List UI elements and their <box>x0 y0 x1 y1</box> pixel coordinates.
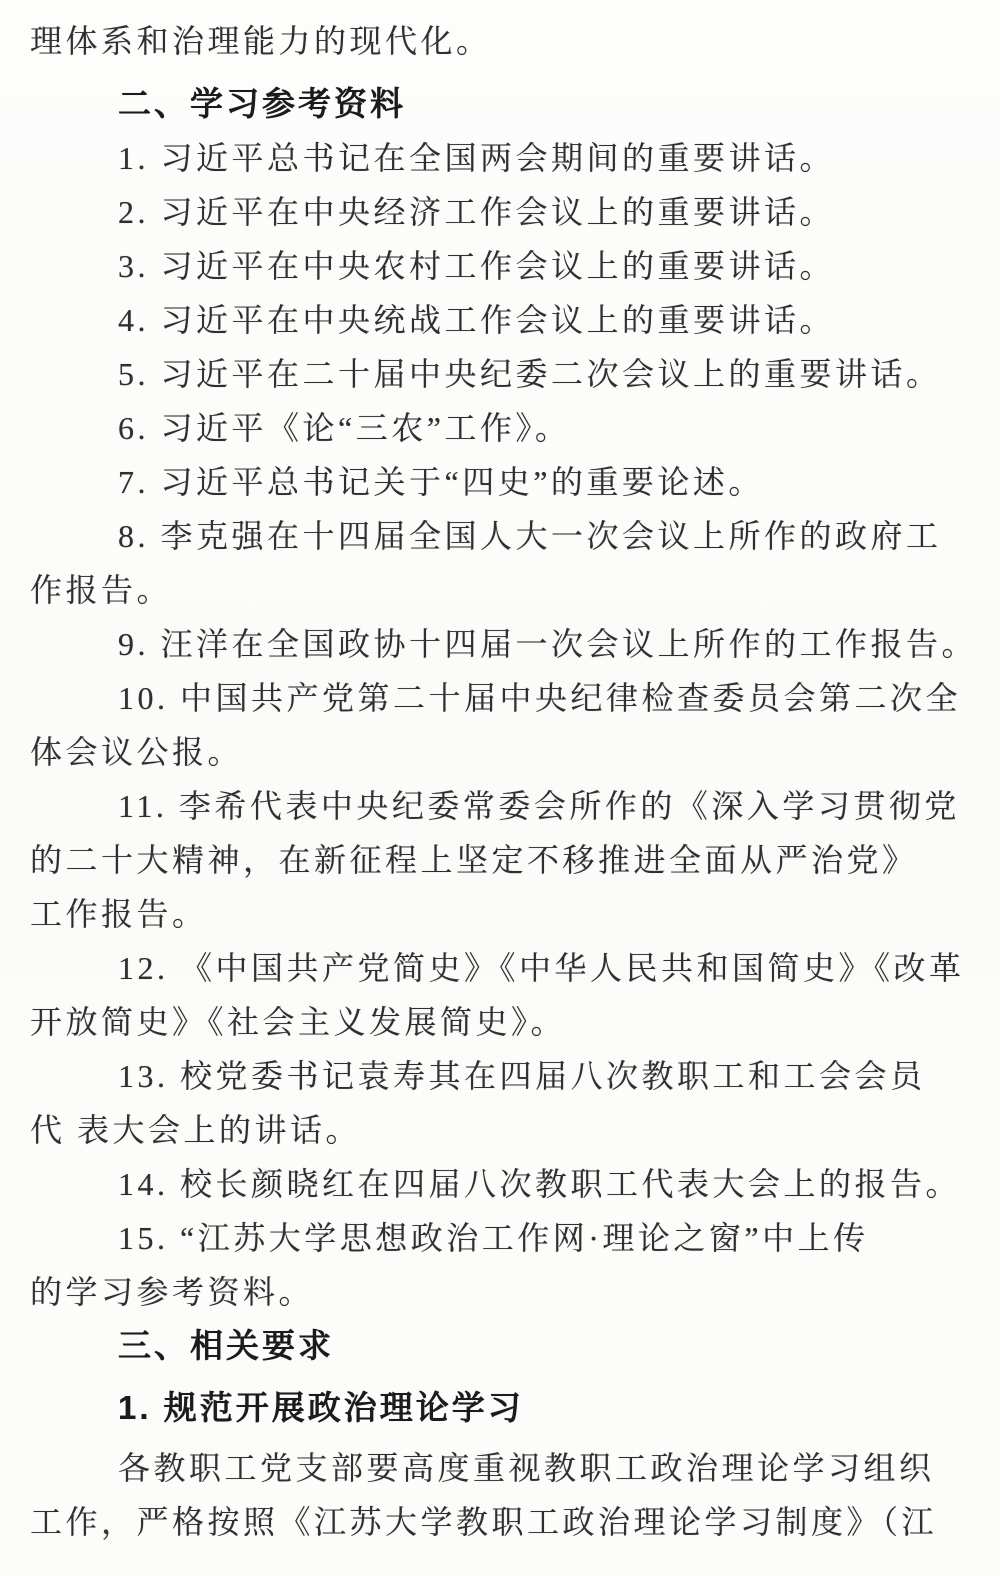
text-line: 作报告。 <box>30 572 173 608</box>
section-heading: 1. 规范开展政治理论学习 <box>118 1389 524 1426</box>
text-line: 7. 习近平总书记关于“四史”的重要论述。 <box>118 464 764 500</box>
text-line: 1. 习近平总书记在全国两会期间的重要讲话。 <box>118 140 836 176</box>
text-line: 的二十大精神，在新征程上坚定不移推进全面从严治党》 <box>30 842 918 878</box>
text-line: 体会议公报。 <box>30 734 244 770</box>
text-line: 14. 校长颜晓红在四届八次教职工代表大会上的报告。 <box>118 1166 962 1202</box>
text-line: 10. 中国共产党第二十届中央纪律检查委员会第二次全 <box>118 680 962 716</box>
text-line: 4. 习近平在中央统战工作会议上的重要讲话。 <box>118 302 836 338</box>
text-line: 工作报告。 <box>30 896 208 932</box>
text-line: 各教职工党支部要高度重视教职工政治理论学习组织 <box>118 1450 935 1486</box>
text-line: 工作，严格按照《江苏大学教职工政治理论学习制度》（江 <box>30 1504 938 1540</box>
text-line: 9. 汪洋在全国政协十四届一次会议上所作的工作报告。 <box>118 626 978 662</box>
document-text-block <box>30 14 978 1549</box>
text-line: 12. 《中国共产党简史》《中华人民共和国简史》《改革 <box>118 950 965 986</box>
text-line: 代 表大会上的讲话。 <box>30 1112 362 1148</box>
text-line: 开放简史》《社会主义发展简史》。 <box>30 1004 567 1040</box>
text-line: 5. 习近平在二十届中央纪委二次会议上的重要讲话。 <box>118 356 942 392</box>
text-line: 3. 习近平在中央农村工作会议上的重要讲话。 <box>118 248 836 284</box>
section-heading: 三、相关要求 <box>118 1327 334 1364</box>
text-line: 6. 习近平《论“三农”工作》。 <box>118 410 571 446</box>
text-line: 的学习参考资料。 <box>30 1274 315 1310</box>
text-line: 理体系和治理能力的现代化。 <box>30 23 492 59</box>
text-line: 13. 校党委书记袁寿其在四届八次教职工和工会会员 <box>118 1058 926 1094</box>
text-line: 2. 习近平在中央经济工作会议上的重要讲话。 <box>118 194 836 230</box>
text-line: 11. 李希代表中央纪委常委会所作的《深入学习贯彻党 <box>118 788 960 824</box>
text-line: 15. “江苏大学思想政治工作网·理论之窗”中上传 <box>118 1220 869 1256</box>
section-heading: 二、学习参考资料 <box>118 85 406 122</box>
text-line: 8. 李克强在十四届全国人大一次会议上所作的政府工 <box>118 518 942 554</box>
